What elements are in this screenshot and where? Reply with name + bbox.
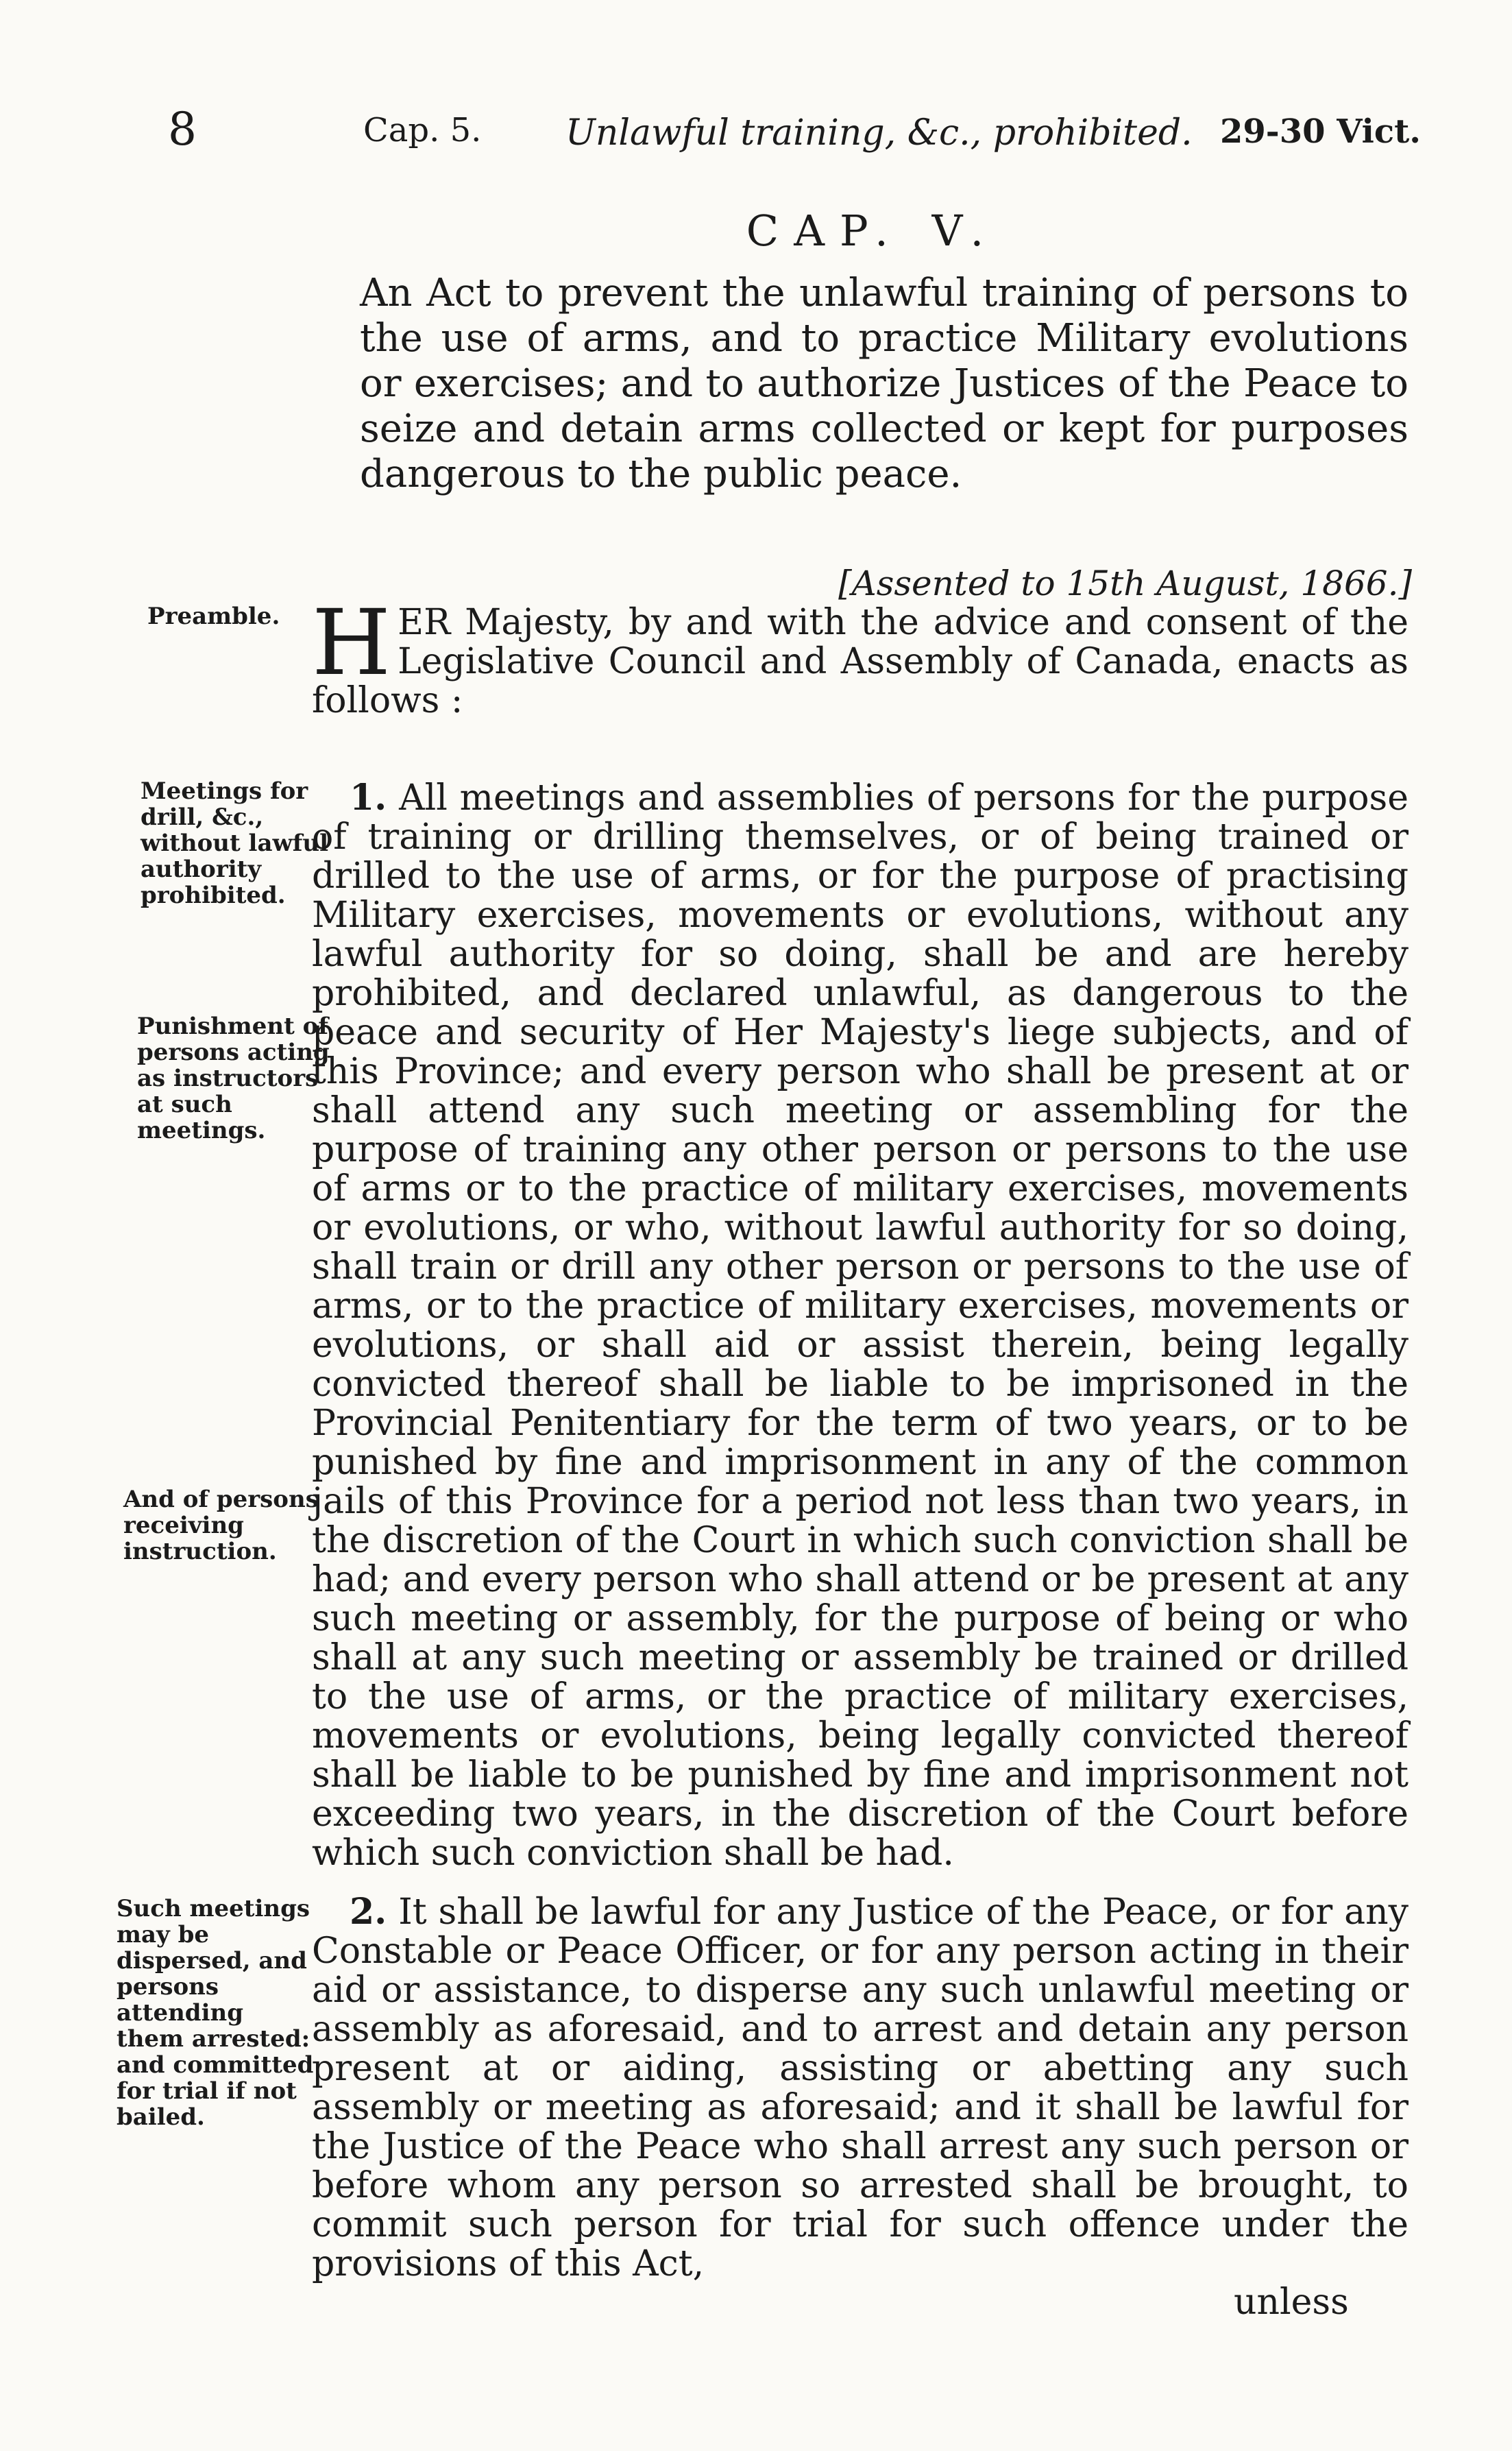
section-2-number: 2. bbox=[350, 1891, 387, 1933]
margin-note-receiving: And of persons receiving instruction. bbox=[123, 1486, 319, 1565]
preamble-text: ER Majesty, by and with the advice and consent of the Legislative Council and Assembly of Canada, enacts as follows : bbox=[312, 602, 1409, 721]
act-long-title: An Act to prevent the unlawful training of persons to the use of arms, and to practice Military evolutions or exercises; and to authorize Justices of the Peace to seize and detain arms collected or kept for purposes dangerous to the public peace. bbox=[360, 271, 1409, 496]
chapter-reference: Cap. 5. bbox=[363, 111, 482, 149]
regnal-year: 29-30 Vict. bbox=[1220, 112, 1421, 151]
section-1 bbox=[312, 778, 1409, 1873]
running-title: Unlawful training, &c., prohibited. bbox=[565, 112, 1193, 154]
section-2-text: It shall be lawful for any Justice of the Peace, or for any Constable or Peace Officer, or for any person acting in their aid or assistance, to disperse any such unlawful meeting or assembly as aforesaid, and to arrest and detain any person present at or aiding, assisting or abetting any such assembly or meeting as aforesaid; and it shall be lawful for the Justice of the Peace who shall arrest any such person or before whom any person so arrested shall be brought, to commit such person for trial for such offence under the provisions of this Act, bbox=[312, 1892, 1409, 2284]
drop-cap: H bbox=[312, 590, 391, 696]
chapter-heading: CAP. V. bbox=[746, 206, 999, 256]
preamble-paragraph bbox=[312, 590, 1409, 721]
margin-note-meetings: Meetings for drill, &c., without lawful authority prohibited. bbox=[141, 777, 329, 909]
margin-note-preamble: Preamble. bbox=[147, 603, 280, 630]
margin-note-disperse: Such meetings may be dispersed, and persons attending them arrested: and committed for trial if not bailed. bbox=[117, 1895, 314, 2131]
catchword: unless bbox=[1234, 2282, 1349, 2323]
section-2 bbox=[312, 1892, 1409, 2284]
section-1-number: 1. bbox=[350, 777, 387, 819]
margin-note-punishment: Punishment of persons acting as instructors at such meetings. bbox=[137, 1013, 330, 1144]
running-header bbox=[0, 103, 1512, 165]
assent-date: [Assented to 15th August, 1866.] bbox=[838, 564, 1412, 603]
section-1-text: All meetings and assemblies of persons for the purpose of training or drilling themselves, or of being trained or drilled to the use of arms, or for the purpose of practising Military exercises, movements or evolutions, without any lawful authority for so doing, shall be and are hereby prohibited, and declared unlawful, as dangerous to the peace and security of Her Majesty's liege subjects, and of this Province; and every person who shall be present at or shall attend any such meeting or assembling for the purpose of training any other person or persons to the use of arms or to the practice of military exercises, movements or evolutions, or who, without lawful authority for so doing, shall train or drill any other person or persons to the use of arms, or to the practice of military exercises, movements or evolutions, or shall aid or assist therein, being legally convicted thereof shall be liable to be imprisoned in the Provincial Penitentiary for the term of two years, or to be punished by fine and imprisonment in any of the common jails of this Province for a period not less than two years, in the discretion of the Court in which such conviction shall be had; and every person who shall attend or be present at any such meeting or assembly, for the purpose of being or who shall at any such meeting or assembly be trained or drilled to the use of arms, or the practice of military exercises, movements or evolutions, being legally convicted thereof shall be liable to be punished by fine and imprisonment not exceeding two years, in the discretion of the Court before which such conviction shall be had. bbox=[312, 777, 1409, 1874]
page-number: 8 bbox=[168, 103, 197, 156]
